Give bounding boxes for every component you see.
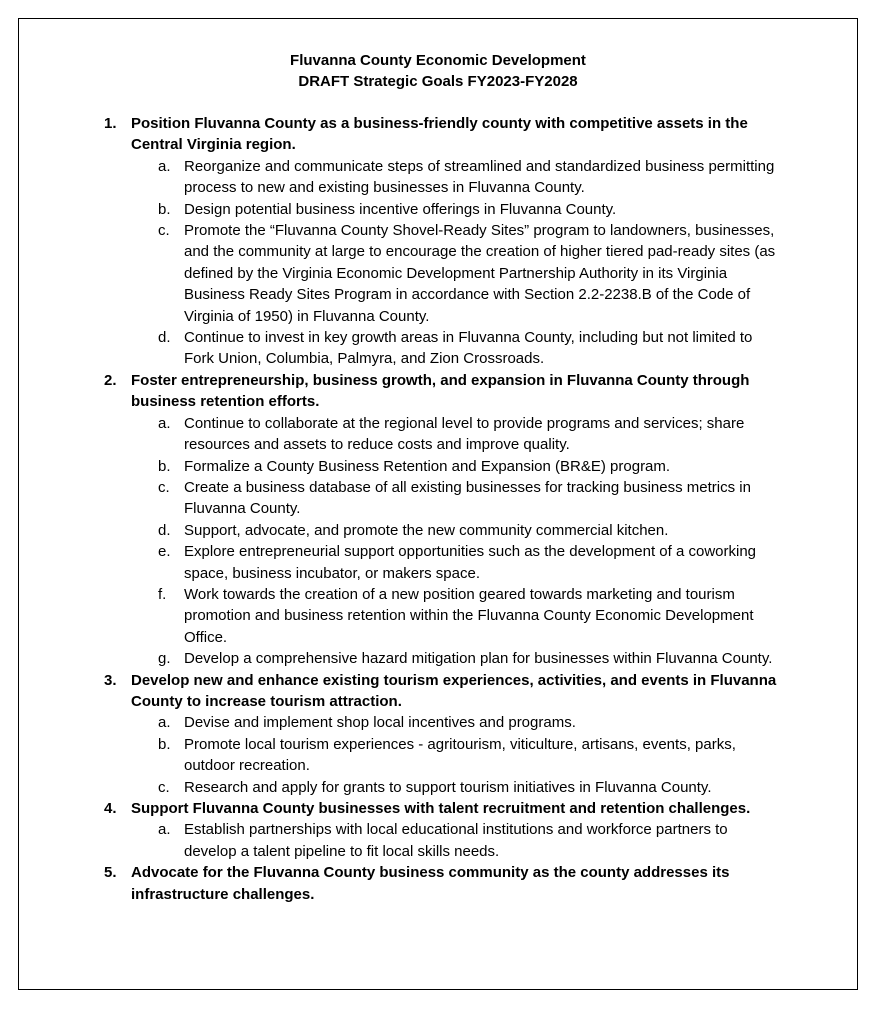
sub-goal-item bbox=[131, 456, 784, 477]
sub-goal-list bbox=[131, 819, 784, 862]
sub-goal-text: Formalize a County Business Retention and Expansion (BR&E) program. bbox=[184, 457, 671, 475]
sub-goal-text: Promote local tourism experiences - agritourism, viticulture, artisans, events, parks, outdoor recreation. bbox=[184, 735, 736, 775]
sub-goal-list bbox=[131, 156, 784, 370]
sub-goal-letter: a. bbox=[158, 157, 171, 175]
sub-goal-letter: g. bbox=[158, 650, 171, 668]
goal-text: Develop new and enhance existing tourism experiences, activities, and events in Fluvanna County to increase tourism attraction. bbox=[131, 671, 777, 710]
sub-goal-letter: a. bbox=[158, 714, 171, 732]
sub-goal-text: Create a business database of all existing businesses for tracking business metrics in Fluvanna County. bbox=[184, 478, 751, 518]
sub-goal-item bbox=[131, 648, 784, 669]
goal-number: 2. bbox=[104, 371, 117, 389]
sub-goal-text: Devise and implement shop local incentives and programs. bbox=[184, 714, 576, 732]
sub-goal-letter: b. bbox=[158, 735, 171, 753]
sub-goal-list bbox=[131, 712, 784, 798]
sub-goal-item bbox=[131, 584, 784, 648]
sub-goal-letter: c. bbox=[158, 478, 170, 496]
sub-goal-letter: b. bbox=[158, 457, 171, 475]
sub-goal-text: Continue to invest in key growth areas in Fluvanna County, including but not limited to Fork Union, Columbia, Palmyra, and Zion Crossroads. bbox=[184, 329, 753, 368]
sub-goal-letter: a. bbox=[158, 821, 171, 839]
sub-goal-text: Design potential business incentive offerings in Fluvanna County. bbox=[184, 200, 617, 218]
goal-number: 5. bbox=[104, 864, 117, 882]
document-subtitle: DRAFT Strategic Goals FY2023-FY2028 bbox=[298, 73, 578, 90]
sub-goal-list bbox=[131, 413, 784, 670]
goal-text: Advocate for the Fluvanna County business community as the county addresses its infrastructure challenges. bbox=[131, 864, 730, 903]
sub-goal-item bbox=[131, 777, 784, 798]
sub-goal-item bbox=[131, 541, 784, 584]
sub-goal-item bbox=[131, 520, 784, 541]
sub-goal-letter: a. bbox=[158, 414, 171, 432]
sub-goal-text: Research and apply for grants to support tourism initiatives in Fluvanna County. bbox=[184, 778, 712, 796]
goal-text: Position Fluvanna County as a business-friendly county with competitive assets in the Central Virginia region. bbox=[131, 115, 748, 154]
sub-goal-text: Support, advocate, and promote the new community commercial kitchen. bbox=[184, 521, 669, 539]
sub-goal-letter: f. bbox=[158, 585, 167, 603]
goal-item bbox=[104, 798, 784, 862]
sub-goal-item bbox=[131, 734, 784, 777]
sub-goal-item bbox=[131, 712, 784, 733]
sub-goal-text: Reorganize and communicate steps of streamlined and standardized business permitting process to new and existing businesses in Fluvanna County. bbox=[184, 157, 775, 197]
goal-item bbox=[104, 370, 784, 670]
sub-goal-letter: b. bbox=[158, 200, 171, 218]
sub-goal-letter: d. bbox=[158, 521, 171, 539]
sub-goal-text: Explore entrepreneurial support opportunities such as the development of a coworking space, business incubator, or makers space. bbox=[184, 543, 757, 582]
sub-goal-letter: c. bbox=[158, 222, 170, 240]
sub-goal-letter: c. bbox=[158, 778, 170, 796]
sub-goal-letter: d. bbox=[158, 329, 171, 347]
goal-item bbox=[104, 862, 784, 905]
sub-goal-text: Develop a comprehensive hazard mitigation plan for businesses within Fluvanna County. bbox=[184, 650, 773, 668]
sub-goal-text: Establish partnerships with local educational institutions and workforce partners to develop a talent pipeline to fit local skills needs. bbox=[184, 821, 728, 860]
goal-number: 3. bbox=[104, 671, 117, 689]
sub-goal-item bbox=[131, 156, 784, 199]
goal-number: 4. bbox=[104, 800, 117, 817]
goal-item bbox=[104, 670, 784, 798]
goal-text: Support Fluvanna County businesses with talent recruitment and retention challenges. bbox=[131, 800, 751, 817]
sub-goal-letter: e. bbox=[158, 543, 171, 561]
sub-goal-text: Continue to collaborate at the regional level to provide programs and services; share resources and assets to reduce costs and improve quality. bbox=[184, 414, 745, 454]
goal-number: 1. bbox=[104, 115, 117, 132]
sub-goal-item bbox=[131, 819, 784, 862]
sub-goal-item bbox=[131, 327, 784, 370]
document-header bbox=[19, 50, 857, 92]
goal-text: Foster entrepreneurship, business growth, and expansion in Fluvanna County through business retention efforts. bbox=[131, 371, 750, 411]
sub-goal-text: Work towards the creation of a new position geared towards marketing and tourism promotion and business retention within the Fluvanna County Economic Development Office. bbox=[184, 585, 754, 646]
goals-list bbox=[104, 113, 784, 905]
goal-item bbox=[104, 113, 784, 370]
sub-goal-item bbox=[131, 413, 784, 456]
sub-goal-item bbox=[131, 220, 784, 327]
sub-goal-item bbox=[131, 477, 784, 520]
sub-goal-item bbox=[131, 199, 784, 220]
sub-goal-text: Promote the “Fluvanna County Shovel-Ready Sites” program to landowners, businesses, and the community at large to encourage the creation of higher tiered pad-ready sites (as defined by the Virginia Economic Development Partnership Authority in its Virginia Business Ready Sites Program in accordance with Section 2.2-2238.B of the Code of Virginia of 1950) in Fluvanna County. bbox=[184, 222, 776, 325]
document-page bbox=[18, 18, 858, 990]
document-title: Fluvanna County Economic Development bbox=[290, 52, 586, 69]
